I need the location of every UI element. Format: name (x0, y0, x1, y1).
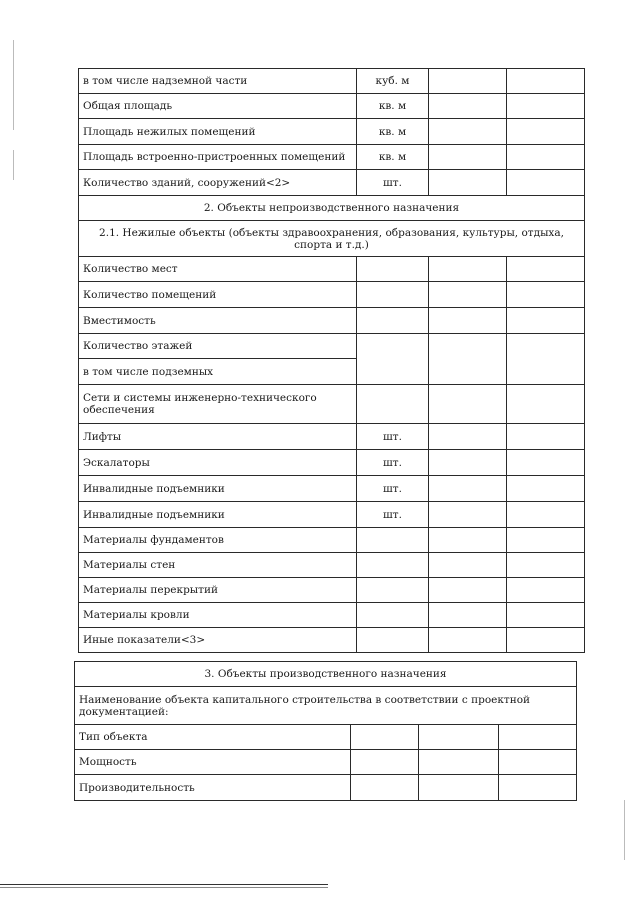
indicators-table-top (78, 68, 585, 653)
row-unit: шт. (357, 424, 429, 450)
row-label: Тип объекта (75, 725, 351, 750)
row-unit (357, 603, 429, 628)
value-cell (507, 553, 585, 578)
value-cell (419, 775, 499, 801)
value-cell (429, 553, 507, 578)
value-cell (429, 450, 507, 476)
table-row (79, 257, 585, 282)
row-label: Мощность (75, 750, 351, 775)
object-name-row: Наименование объекта капитального строительства в соответствии с проектной документацией: (75, 687, 577, 725)
row-unit (357, 257, 429, 282)
row-unit: кв. м (357, 145, 429, 170)
table-row (79, 119, 585, 145)
table-row (79, 450, 585, 476)
row-label: Материалы перекрытий (79, 578, 357, 603)
value-cell (419, 750, 499, 775)
section-row (75, 662, 577, 687)
row-label: в том числе подземных (79, 359, 357, 385)
row-label: Количество зданий, сооружений<2> (79, 170, 357, 196)
section-row (79, 196, 585, 221)
unit-cell (351, 725, 419, 750)
table-row (79, 308, 585, 334)
table-row (79, 69, 585, 94)
scan-artifact (624, 800, 625, 860)
value-cell (429, 385, 507, 424)
unit-cell (351, 775, 419, 801)
value-cell (429, 502, 507, 528)
row-label: в том числе надземной части (79, 69, 357, 94)
value-cell (429, 69, 507, 94)
table-row (79, 334, 585, 359)
value-cell (507, 69, 585, 94)
footnote-divider (0, 884, 328, 885)
value-cell (429, 308, 507, 334)
table-row (75, 725, 577, 750)
row-label: Материалы кровли (79, 603, 357, 628)
section-2-title: 2. Объекты непроизводственного назначения (79, 196, 585, 221)
table-row (79, 94, 585, 119)
table-row (75, 775, 577, 801)
row-label: Иные показатели<3> (79, 628, 357, 653)
value-cell (507, 119, 585, 145)
table-row (79, 603, 585, 628)
row-label: Площадь встроенно-пристроенных помещений (79, 145, 357, 170)
row-unit (357, 334, 429, 385)
row-unit: шт. (357, 476, 429, 502)
value-cell (429, 257, 507, 282)
table-row (79, 424, 585, 450)
value-cell (429, 94, 507, 119)
value-cell (507, 145, 585, 170)
scan-artifact (13, 150, 14, 180)
value-cell (507, 603, 585, 628)
row-unit (357, 553, 429, 578)
value-cell (429, 578, 507, 603)
row-unit: шт. (357, 502, 429, 528)
value-cell (429, 603, 507, 628)
value-cell (429, 282, 507, 308)
value-cell (499, 775, 577, 801)
value-cell (507, 628, 585, 653)
section-row (79, 221, 585, 257)
row-unit (357, 308, 429, 334)
section-3-title: 3. Объекты производственного назначения (75, 662, 577, 687)
value-cell (419, 725, 499, 750)
footnote-divider-shadow (0, 887, 328, 888)
row-unit (357, 528, 429, 553)
row-label: Количество этажей (79, 334, 357, 359)
table-row (75, 750, 577, 775)
value-cell (429, 119, 507, 145)
row-unit (357, 282, 429, 308)
row-label: Инвалидные подъемники (79, 476, 357, 502)
value-cell (507, 308, 585, 334)
row-label: Площадь нежилых помещений (79, 119, 357, 145)
row-unit (357, 628, 429, 653)
row-label: Материалы фундаментов (79, 528, 357, 553)
value-cell (429, 170, 507, 196)
table-row (79, 553, 585, 578)
value-cell (507, 282, 585, 308)
row-label: Эскалаторы (79, 450, 357, 476)
value-cell (429, 476, 507, 502)
value-cell (429, 424, 507, 450)
value-cell (507, 578, 585, 603)
value-cell (429, 334, 507, 385)
table-row (79, 476, 585, 502)
row-label: Лифты (79, 424, 357, 450)
value-cell (507, 450, 585, 476)
table-row (79, 502, 585, 528)
value-cell (507, 502, 585, 528)
row-unit: шт. (357, 450, 429, 476)
value-cell (499, 750, 577, 775)
table-row (75, 687, 577, 725)
value-cell (499, 725, 577, 750)
section-2-1-title: 2.1. Нежилые объекты (объекты здравоохранения, образования, культуры, отдыха, спорта и т.д.) (79, 221, 585, 257)
value-cell (507, 257, 585, 282)
row-unit: куб. м (357, 69, 429, 94)
table-row (79, 628, 585, 653)
row-unit (357, 385, 429, 424)
row-unit: кв. м (357, 94, 429, 119)
row-label: Количество мест (79, 257, 357, 282)
row-label: Производительность (75, 775, 351, 801)
row-label: Количество помещений (79, 282, 357, 308)
scan-artifact (13, 40, 14, 130)
row-unit: шт. (357, 170, 429, 196)
table-row (79, 385, 585, 424)
row-unit: кв. м (357, 119, 429, 145)
value-cell (507, 476, 585, 502)
value-cell (507, 424, 585, 450)
row-label: Сети и системы инженерно-технического обеспечения (79, 385, 357, 424)
table-row (79, 578, 585, 603)
value-cell (507, 94, 585, 119)
value-cell (429, 628, 507, 653)
value-cell (507, 170, 585, 196)
table-row (79, 170, 585, 196)
table-row (79, 528, 585, 553)
value-cell (429, 528, 507, 553)
value-cell (507, 334, 585, 385)
value-cell (507, 528, 585, 553)
row-label: Инвалидные подъемники (79, 502, 357, 528)
table-row (79, 282, 585, 308)
row-label: Вместимость (79, 308, 357, 334)
unit-cell (351, 750, 419, 775)
value-cell (429, 145, 507, 170)
value-cell (507, 385, 585, 424)
indicators-table-bottom (74, 661, 577, 801)
row-label: Материалы стен (79, 553, 357, 578)
row-label: Общая площадь (79, 94, 357, 119)
row-unit (357, 578, 429, 603)
table-row (79, 145, 585, 170)
